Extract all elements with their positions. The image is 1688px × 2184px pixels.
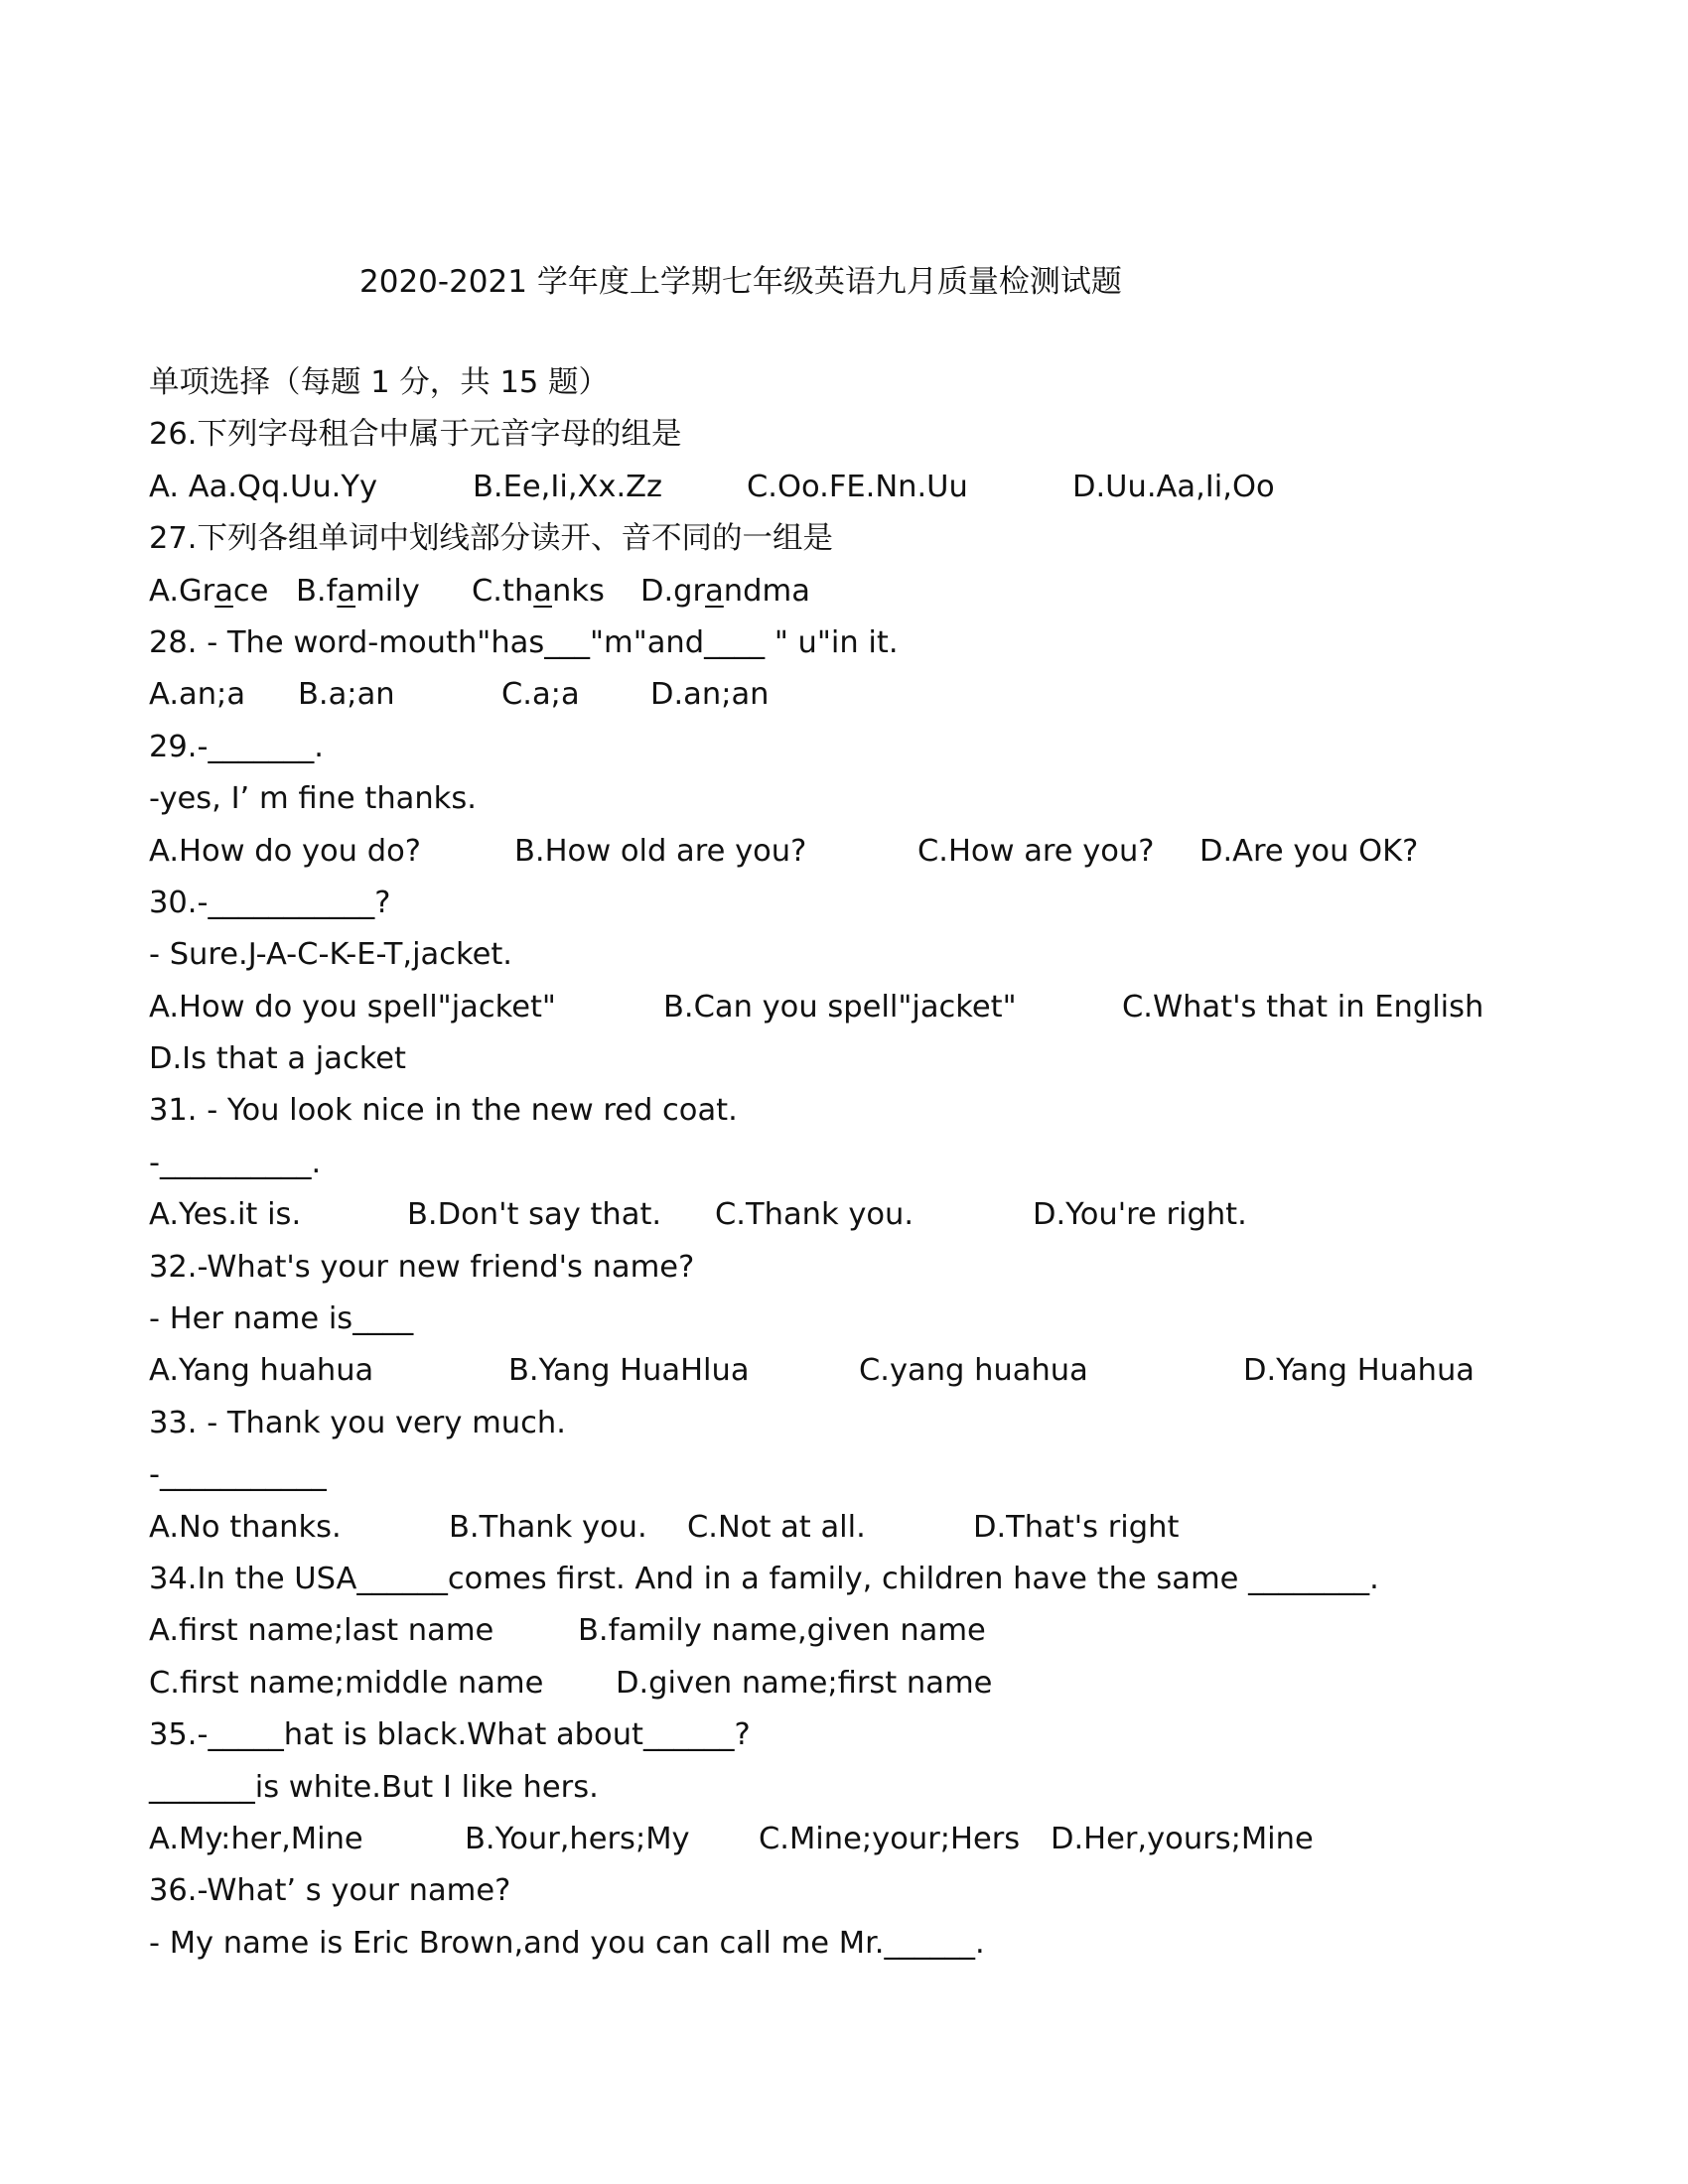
option-a: A.How do you do? — [149, 833, 421, 869]
question-35-stem — [149, 1709, 1559, 1761]
option-c: C.What's that in English — [1122, 989, 1484, 1024]
option-c: C.yang huahua — [859, 1353, 1088, 1389]
option-d: D.given name;first name — [616, 1665, 993, 1701]
question-34-stem — [149, 1554, 1559, 1605]
question-34-options-cont — [149, 1658, 1559, 1709]
dialogue-reply: -___________ — [149, 1457, 327, 1493]
question-31-reply — [149, 1138, 1559, 1189]
option-c: C.Thank you. — [715, 1197, 914, 1233]
option-c: C.a;a — [501, 677, 580, 713]
question-31-options — [149, 1189, 1559, 1241]
underlined-letter: a — [533, 573, 552, 609]
section-heading — [149, 357, 1559, 409]
question-stem: 33. - Thank you very much. — [149, 1405, 566, 1440]
option-d: D.Is that a jacket — [149, 1041, 407, 1077]
option-c: C.Mine;your;Hers — [759, 1821, 1021, 1856]
question-stem: 29.-_______. — [149, 729, 324, 764]
option-a: A.Yang huahua — [149, 1353, 374, 1389]
option-a: A.My:her,Mine — [149, 1821, 363, 1856]
question-36-reply — [149, 1918, 1559, 1970]
page-title: 2020-2021 学年度上学期七年级英语九月质量检测试题 — [359, 264, 1122, 300]
question-stem: 34.In the USA______comes first. And in a family, children have the same ________. — [149, 1561, 1379, 1596]
dialogue-reply: - My name is Eric Brown,and you can call me Mr.______. — [149, 1925, 985, 1961]
question-stem: 28. - The word-mouth"has___"m"and____ " u"in it. — [149, 624, 899, 660]
question-32-options — [149, 1345, 1559, 1397]
question-28-stem — [149, 617, 1559, 669]
option-d: D.Yang Huahua — [1243, 1353, 1475, 1389]
question-stem: 35.-_____hat is black.What about______? — [149, 1717, 751, 1753]
option-b: B.Thank you. — [449, 1509, 647, 1545]
option-a: A.No thanks. — [149, 1509, 342, 1545]
option-d: D.That's right — [973, 1509, 1180, 1545]
question-stem: 31. - You look nice in the new red coat. — [149, 1093, 738, 1129]
question-34-options — [149, 1605, 1559, 1657]
question-stem: 30.-___________? — [149, 885, 391, 920]
question-30-stem — [149, 878, 1559, 929]
underlined-letter: a — [705, 573, 724, 609]
option-c: C.thanks — [472, 573, 605, 609]
question-stem: 32.-What's your new friend's name? — [149, 1249, 695, 1285]
option-b: B.Ee,Ii,Xx.Zz — [473, 469, 663, 504]
option-a: A.Yes.it is. — [149, 1197, 302, 1233]
question-33-reply — [149, 1449, 1559, 1501]
question-33-options — [149, 1502, 1559, 1554]
question-28-options — [149, 669, 1559, 721]
question-27-stem — [149, 513, 1559, 565]
question-35-options — [149, 1814, 1559, 1865]
dialogue-reply: -yes, I’ m fine thanks. — [149, 781, 477, 817]
option-d: D.Are you OK? — [1199, 833, 1419, 869]
question-26-stem — [149, 409, 1559, 461]
question-29-stem — [149, 722, 1559, 773]
underlined-letter: a — [337, 573, 356, 609]
option-c: C.Oo.FE.Nn.Uu — [747, 469, 968, 504]
option-d: D.Her,yours;Mine — [1051, 1821, 1314, 1856]
option-c: C.Not at all. — [687, 1509, 866, 1545]
option-d: D.Uu.Aa,Ii,Oo — [1072, 469, 1275, 504]
section-heading-text: 单项选择（每题 1 分，共 15 题） — [149, 365, 609, 400]
option-b: B.Your,hers;My — [465, 1821, 690, 1856]
question-26-options — [149, 462, 1559, 513]
dialogue-reply: -__________. — [149, 1145, 322, 1180]
option-d: D.You're right. — [1033, 1197, 1247, 1233]
question-29-options — [149, 826, 1559, 878]
option-d: D.grandma — [640, 573, 810, 609]
option-b: B.Don't say that. — [407, 1197, 662, 1233]
question-stem: 26.下列字母租合中属于元音字母的组是 — [149, 417, 682, 453]
option-b: B.How old are you? — [514, 833, 807, 869]
option-c: C.first name;middle name — [149, 1665, 544, 1701]
question-27-options — [149, 566, 1559, 617]
option-b: B.Can you spell"jacket" — [663, 989, 1017, 1024]
question-31-stem — [149, 1085, 1559, 1137]
option-a: A.an;a — [149, 677, 246, 713]
question-29-reply — [149, 773, 1559, 825]
question-stem: 36.-What’ s your name? — [149, 1873, 511, 1909]
option-b: B.Yang HuaHlua — [508, 1353, 750, 1389]
question-36-stem — [149, 1865, 1559, 1917]
question-32-stem — [149, 1242, 1559, 1294]
question-35-reply — [149, 1762, 1559, 1814]
option-d: D.an;an — [650, 677, 770, 713]
underlined-letter: a — [214, 573, 233, 609]
dialogue-reply: - Her name is____ — [149, 1301, 414, 1337]
option-b: B.family name,given name — [578, 1613, 986, 1649]
question-30-options-cont — [149, 1033, 1559, 1085]
option-b: B.family — [296, 573, 420, 609]
question-30-options — [149, 982, 1559, 1033]
option-a: A.first name;last name — [149, 1613, 494, 1649]
dialogue-reply: _______is white.But I like hers. — [149, 1769, 599, 1805]
option-b: B.a;an — [298, 677, 395, 713]
dialogue-reply: - Sure.J-A-C-K-E-T,jacket. — [149, 937, 512, 973]
option-c: C.How are you? — [917, 833, 1155, 869]
option-a: A.Grace — [149, 573, 269, 609]
question-32-reply — [149, 1294, 1559, 1345]
option-a: A.How do you spell"jacket" — [149, 989, 556, 1024]
question-list — [149, 357, 1559, 1970]
question-33-stem — [149, 1398, 1559, 1449]
option-a: A. Aa.Qq.Uu.Yy — [149, 469, 378, 504]
question-30-reply — [149, 929, 1559, 981]
question-stem: 27.下列各组单词中划线部分读开、音不同的一组是 — [149, 521, 834, 557]
